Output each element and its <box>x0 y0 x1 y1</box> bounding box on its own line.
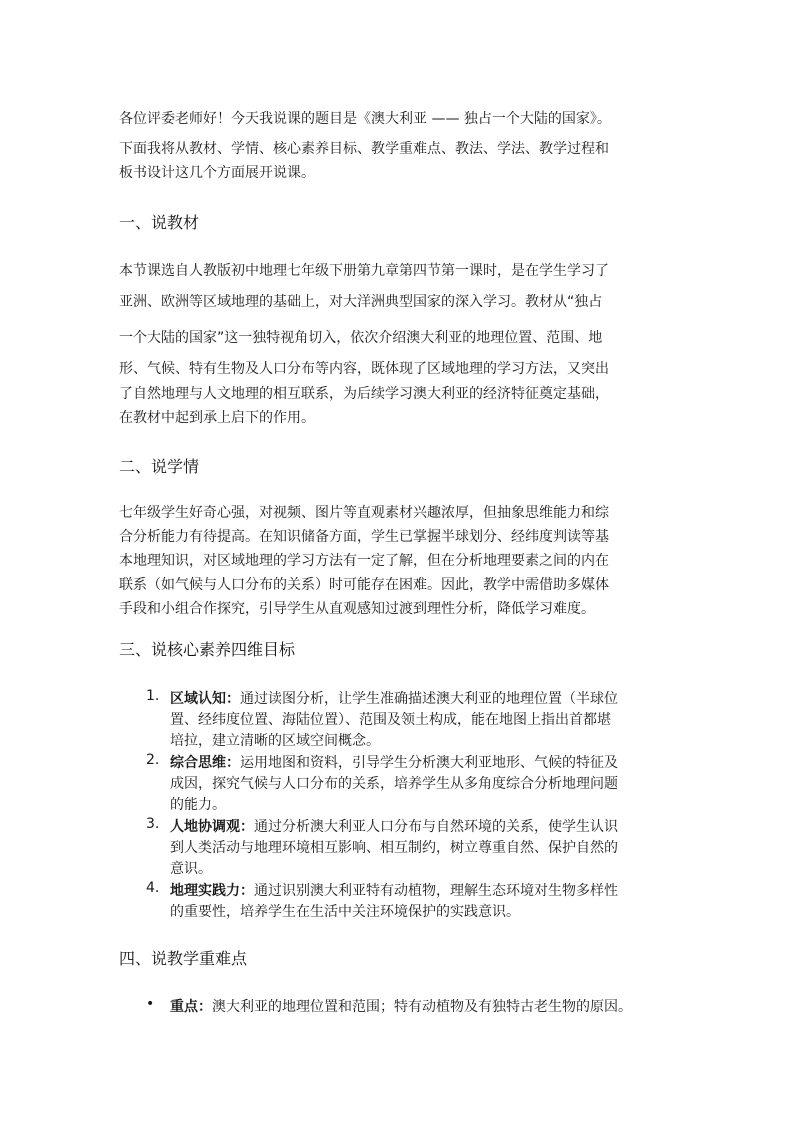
list-item-line: 培拉，建立清晰的区域空间概念。 <box>170 733 380 749</box>
objective-term: 综合思维： <box>170 755 240 771</box>
paragraph-line: 一个大陆的国家”这一独特视角切入，依次介绍澳大利亚的地理位置、范围、地 <box>119 330 603 346</box>
paragraph-line: 本地理知识，对区域地理的学习方法有一定了解，但在分析地理要素之间的内在 <box>119 553 609 569</box>
objective-term: 区域认知： <box>170 691 240 707</box>
list-item-number: 4. <box>146 880 160 896</box>
key-point-text: 澳大利亚的地理位置和范围；特有动植物及有独特古老生物的原因。 <box>212 999 632 1015</box>
list-item-line <box>170 688 618 708</box>
paragraph-line: 七年级学生好奇心强，对视频、图片等直观素材兴趣浓厚，但抽象思维能力和综 <box>119 505 609 521</box>
objective-term: 地理实践力： <box>170 883 254 899</box>
intro-line: 板书设计这几个方面展开说课。 <box>119 165 315 181</box>
section-heading: 四、说教学重难点 <box>119 949 248 968</box>
section-heading: 一、说教材 <box>119 213 200 232</box>
paragraph-line: 在教材中起到承上启下的作用。 <box>119 410 315 426</box>
list-item-line: 的重要性，培养学生在生活中关注环境保护的实践意识。 <box>170 904 520 920</box>
paragraph-line: 形、气候、特有生物及人口分布等内容，既体现了区域地理的学习方法，又突出 <box>119 361 609 377</box>
paragraph-line: 本节课选自人教版初中地理七年级下册第九章第四节第一课时，是在学生学习了 <box>119 263 609 279</box>
intro-line: 各位评委老师好！今天我说课的题目是《澳大利亚 —— 独占一个大陆的国家》。 <box>119 111 611 127</box>
list-item-line <box>170 816 618 836</box>
bullet-icon: • <box>146 996 155 1012</box>
list-item-line: 意识。 <box>170 861 212 877</box>
list-item-line <box>170 880 618 900</box>
objective-text: 通过读图分析，让学生准确描述澳大利亚的地理位置（半球位 <box>240 691 618 707</box>
objective-text: 通过识别澳大利亚特有动植物，理解生态环境对生物多样性 <box>254 883 618 899</box>
paragraph-line: 联系（如气候与人口分布的关系）时可能存在困难。因此，教学中需借助多媒体 <box>119 577 609 593</box>
section-heading: 二、说学情 <box>119 457 200 476</box>
section-heading: 三、说核心素养四维目标 <box>119 640 296 659</box>
paragraph-line: 手段和小组合作探究，引导学生从直观感知过渡到理性分析，降低学习难度。 <box>119 601 595 617</box>
intro-line: 下面我将从教材、学情、核心素养目标、教学重难点、教法、学法、教学过程和 <box>119 141 609 157</box>
objective-text: 通过分析澳大利亚人口分布与自然环境的关系，使学生认识 <box>254 819 618 835</box>
list-item-line <box>170 996 632 1016</box>
list-item-number: 3. <box>146 816 160 832</box>
list-item-line: 到人类活动与地理环境相互影响、相互制约，树立尊重自然、保护自然的 <box>170 840 618 856</box>
list-item-line: 的能力。 <box>170 797 226 813</box>
list-item-line: 成因，探究气候与人口分布的关系，培养学生从多角度综合分析地理问题 <box>170 776 618 792</box>
objective-text: 运用地图和资料，引导学生分析澳大利亚地形、气候的特征及 <box>240 755 618 771</box>
paragraph-line: 亚洲、欧洲等区域地理的基础上，对大洋洲典型国家的深入学习。教材从“独占 <box>119 294 603 310</box>
list-item-number: 1. <box>146 688 160 704</box>
objective-term: 人地协调观： <box>170 819 254 835</box>
list-item-line <box>170 752 618 772</box>
key-point-term: 重点： <box>170 999 212 1015</box>
paragraph-line: 合分析能力有待提高。在知识储备方面，学生已掌握半球划分、经纬度判读等基 <box>119 529 609 545</box>
paragraph-line: 了自然地理与人文地理的相互联系，为后续学习澳大利亚的经济特征奠定基础， <box>119 386 609 402</box>
list-item-line: 置、经纬度位置、海陆位置）、范围及领土构成，能在地图上指出首都堪 <box>170 712 611 728</box>
list-item-number: 2. <box>146 752 160 768</box>
